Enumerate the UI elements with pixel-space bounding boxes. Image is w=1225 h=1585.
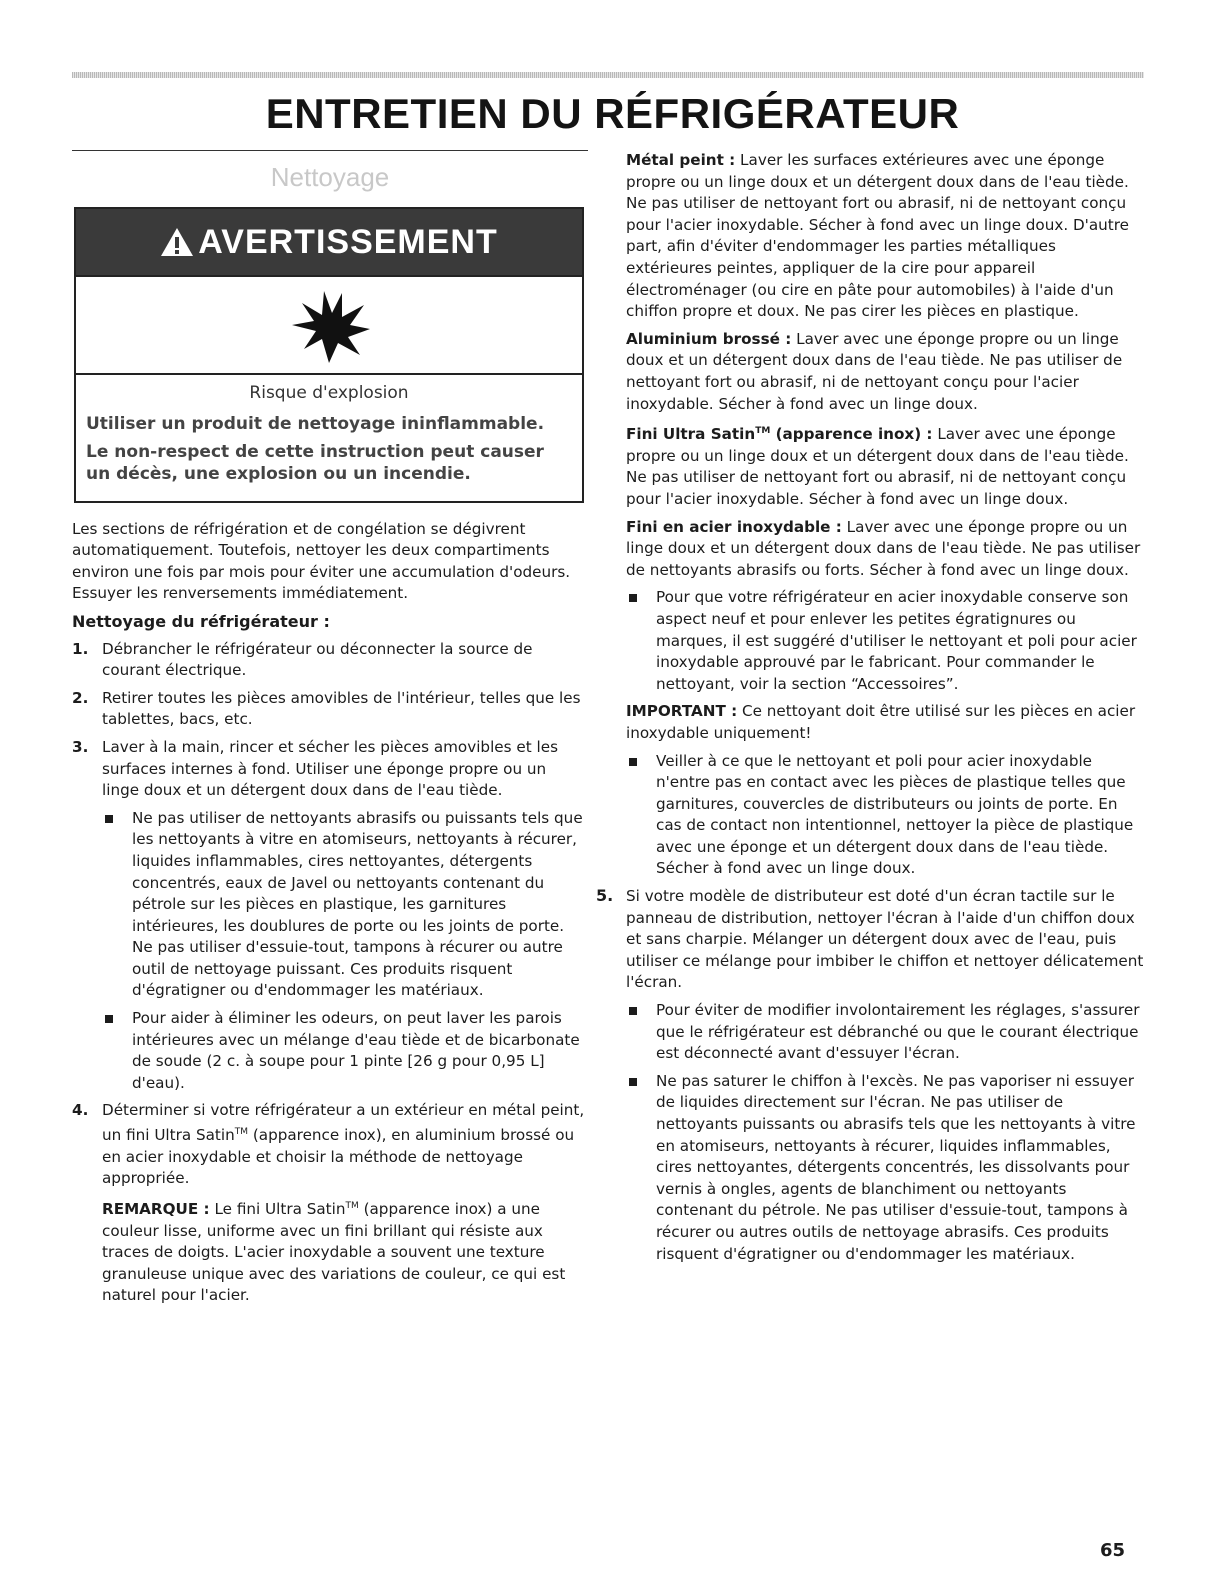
important-bullets (626, 751, 1146, 881)
painted-metal-paragraph (626, 150, 1146, 323)
step5-bullets (626, 1000, 1146, 1265)
satin-label-b: (apparence inox) : (770, 425, 933, 444)
explosion-icon (284, 285, 374, 365)
step-number: 1. (72, 639, 89, 658)
step-item (72, 737, 588, 1095)
brushed-aluminum-paragraph (626, 329, 1146, 415)
warning-body (76, 375, 582, 501)
stainless-text: Laver avec une éponge propre ou un linge doux et un détergent doux dans de l'eau tiède. Ne pas utiliser de nettoyants abrasifs ou forts. Sécher à fond avec un linge doux. (626, 517, 1141, 579)
steps-list (72, 639, 588, 1307)
left-column (72, 150, 588, 1313)
trademark-mark: TM (755, 426, 771, 437)
warning-triangle-icon (160, 227, 194, 257)
cleaning-heading: Nettoyage du réfrigérateur : (72, 611, 330, 631)
warning-risk: Risque d'explosion (249, 383, 409, 403)
important-paragraph (626, 701, 1146, 744)
warning-icon-area (76, 277, 582, 375)
warning-line-2: Le non-respect de cette instruction peut causer un décès, une explosion ou un incendie. (86, 441, 544, 484)
satin-text: Laver avec une éponge propre ou un linge doux et un détergent doux dans de l'eau tiède. Ne pas utiliser de nettoyant fort ou abrasif, ni de nettoyant conçu pour l'acier inoxydable. Sécher à fond avec un linge doux. (626, 425, 1129, 508)
brushed-text: Laver avec une éponge propre ou un linge doux et un détergent doux dans de l'eau tiède. Ne pas utiliser de nettoyant fort ou abrasif, ni de nettoyant conçu pour l'acier inoxydable. Sécher à fond avec un linge doux. (626, 329, 1123, 413)
bullet-item: Ne pas utiliser de nettoyants abrasifs ou puissants tels que les nettoyants à vitre en atomiseurs, nettoyants à récurer, liquides inflammables, cires nettoyantes, détergents concentrés, eaux de Javel ou nettoyants contenant du pétrole sur les pièces en plastique, les garnitures intérieures, les doublures de porte ou les joints de porte. Ne pas utiliser d'essuie-tout, tampons à récurer ou autre outil de nettoyage puissant. Ces produits risquent d'égratigner ou d'endommager les matériaux. (102, 808, 588, 1002)
section-divider (72, 150, 588, 151)
step-number: 5. (596, 886, 614, 906)
step-number: 3. (72, 737, 89, 756)
ultra-satin-paragraph (626, 421, 1146, 510)
section-heading: Nettoyage (270, 162, 390, 192)
step-item (596, 886, 1146, 1265)
remark-text-a: Le fini Ultra Satin (209, 1199, 346, 1218)
trademark-mark: TM (345, 1200, 359, 1211)
step4-text-a: Déterminer si votre réfrigérateur a un extérieur en métal peint, un fini Ultra Satin (102, 1101, 585, 1145)
remark-paragraph (102, 1196, 588, 1307)
painted-label: Métal peint : (626, 151, 736, 169)
important-label: IMPORTANT : (626, 702, 738, 721)
bullet-item: Ne pas saturer le chiffon à l'excès. Ne pas vaporiser ni essuyer de liquides directement sur l'écran. Ne pas utiliser de nettoyants puissants ou abrasifs tels que les nettoyants à vitre en atomiseurs, nettoyants à récurer, liquides inflammables, cires nettoyantes, détergents concentrés, les dissolvants pour vernis à ongles, agents de blanchiment ou nettoyants contenant du pétrole. Ne pas utiliser d'essuie-tout, tampons à récurer ou autres outils de nettoyage abrasifs. Ces produits risquent d'égratigner ou d'endommager les matériaux. (626, 1071, 1146, 1265)
warning-box (74, 207, 584, 503)
bullet-item: Pour aider à éliminer les odeurs, on peut laver les parois intérieures avec un mélange d'eau tiède et de bicarbonate de soude (2 c. à soupe pour 1 pinte [26 g pour 0,95 L] d'eau). (102, 1008, 588, 1094)
bullet-item: Pour que votre réfrigérateur en acier inoxydable conserve son aspect neuf et pour enlever les petites égratignures ou marques, il est suggéré d'utiliser le nettoyant et poli pour acier inoxydable approuvé par le fabricant. Pour commander le nettoyant, voir la section “Accessoires”. (626, 587, 1146, 695)
step-text: Laver à la main, rincer et sécher les pièces amovibles et les surfaces internes à fond. Utiliser une éponge propre ou un linge doux et un détergent doux dans de l'eau tiède. (102, 737, 558, 800)
step-item (72, 639, 588, 682)
page-title: ENTRETIEN DU RÉFRIGÉRATEUR (265, 90, 960, 137)
bullet-item: Pour éviter de modifier involontairement les réglages, s'assurer que le réfrigérateur est débranché ou que le courant électrique est déconnecté avant d'essuyer l'écran. (626, 1000, 1146, 1065)
stainless-label: Fini en acier inoxydable : (626, 517, 842, 536)
step-text (102, 1101, 584, 1187)
stainless-paragraph (626, 517, 1146, 582)
trademark-mark: TM (234, 1127, 249, 1138)
stainless-bullet-block (626, 587, 1146, 695)
satin-label-a: Fini Ultra Satin (626, 425, 756, 444)
step4-text-b: (apparence inox), en aluminium brossé ou en acier inoxydable et choisir la méthode de nettoyage appropriée. (102, 1126, 575, 1188)
intro-paragraph: Les sections de réfrigération et de congélation se dégivrent automatiquement. Toutefois, nettoyer les deux compartiments environ une fois par mois pour éviter une accumulation d'odeurs. Essuyer les renversements immédiatement. (72, 519, 571, 603)
right-column (596, 150, 1146, 1271)
step-text: Si votre modèle de distributeur est doté d'un écran tactile sur le panneau de distribution, nettoyer l'écran à l'aide d'un chiffon doux et sans charpie. Mélanger un détergent doux avec de l'eau, puis utiliser ce mélange pour imbiber le chiffon et nettoyer délicatement l'écran. (626, 887, 1144, 992)
step-item (72, 688, 588, 731)
warning-title: AVERTISSEMENT (198, 222, 498, 261)
remark-text-b: (apparence inox) a une couleur lisse, uniforme avec un fini brillant qui résiste aux traces de doigts. L'acier inoxydable a souvent une texture granuleuse unique avec des variations de couleur, ce qui est naturel pour l'acier. (102, 1199, 566, 1305)
top-rule (72, 72, 1144, 78)
step-number: 2. (72, 688, 89, 707)
step3-bullets (102, 808, 588, 1095)
step-item (72, 1100, 588, 1306)
remark-label: REMARQUE : (102, 1199, 210, 1218)
stainless-bullets (626, 587, 1146, 695)
important-text: Ce nettoyant doit être utilisé sur les pièces en acier inoxydable uniquement! (626, 702, 1136, 742)
warning-line-1: Utiliser un produit de nettoyage ininflammable. (86, 413, 545, 434)
step-text: Débrancher le réfrigérateur ou déconnecter la source de courant électrique. (102, 639, 533, 680)
painted-text: Laver les surfaces extérieures avec une éponge propre ou un linge doux et un détergent doux dans de l'eau tiède. Ne pas utiliser de nettoyant fort ou abrasif, ni de nettoyant conçu pour l'acier inoxydable. Sécher à fond avec un linge doux. D'autre part, afin d'éviter d'endommager les parties métalliques extérieures peintes, appliquer de la cire pour appareil électroménager (ou cire en pâte pour automobiles) à l'aide d'un chiffon propre et doux. Ne pas cirer les pièces en plastique. (626, 151, 1129, 321)
step-text: Retirer toutes les pièces amovibles de l'intérieur, telles que les tablettes, bacs, etc. (102, 688, 581, 729)
bullet-item: Veiller à ce que le nettoyant et poli pour acier inoxydable n'entre pas en contact avec les pièces de plastique telles que garnitures, couvercles de distributeurs ou joints de porte. En cas de contact non intentionnel, nettoyer la pièce de plastique avec une éponge et un détergent doux dans de l'eau tiède. Sécher à fond avec un linge doux. (626, 751, 1146, 881)
warning-header (76, 209, 582, 277)
brushed-label: Aluminium brossé : (626, 329, 792, 348)
step-number: 4. (72, 1101, 89, 1120)
page-number: 65 (1100, 1540, 1126, 1561)
